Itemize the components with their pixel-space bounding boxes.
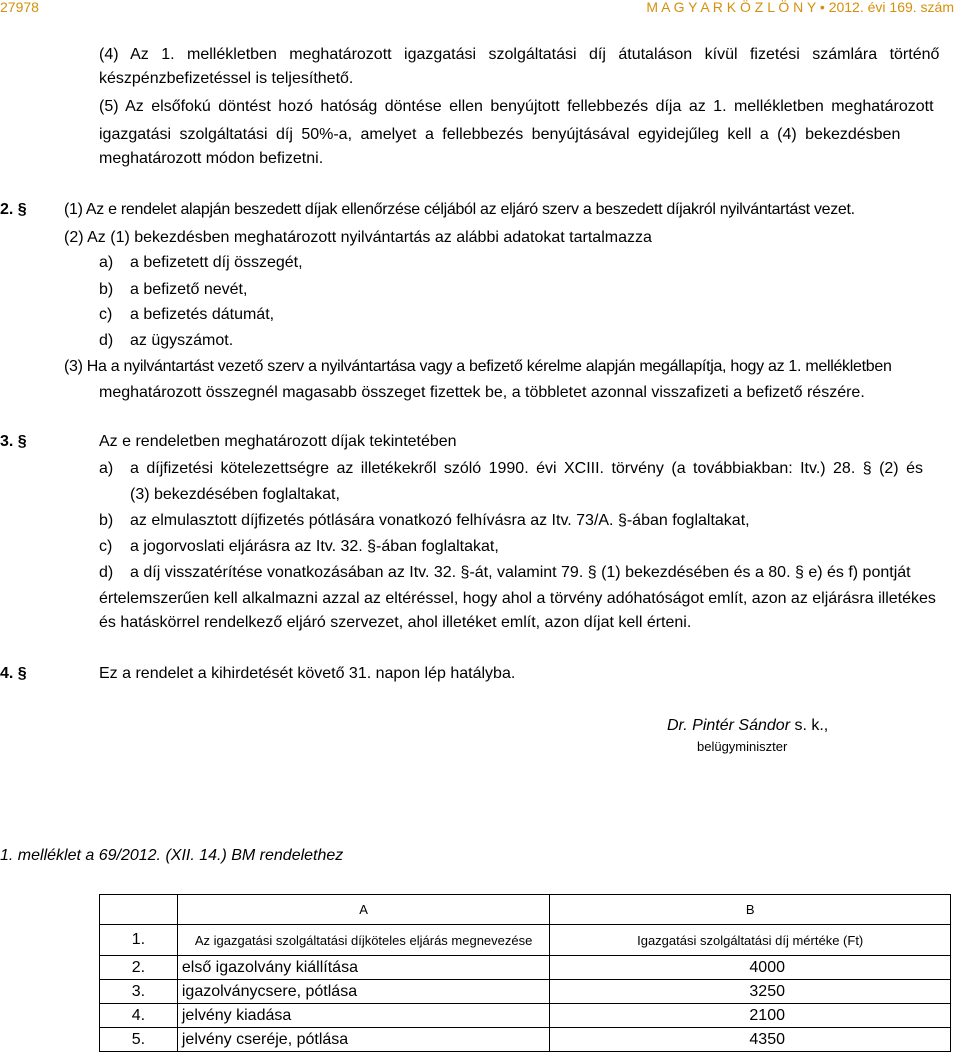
- paragraph-5-line2: igazgatási szolgáltatási díj 50%-a, amelyet a fellebbezés benyújtásával egyidejűleg kell a (4) bekezdésben: [99, 126, 901, 143]
- table-row: [100, 956, 951, 980]
- procedure-name: igazolványcsere, pótlása: [177, 980, 550, 1004]
- signatory-title: belügyminiszter: [697, 739, 788, 754]
- section-4-text: Ez a rendelet a kihirdetését követő 31. napon lép hatályba.: [99, 665, 516, 682]
- list-item-a: a) a befizetett díj összegét,: [99, 254, 303, 271]
- fee-amount: 4350: [550, 1028, 951, 1052]
- procedure-name: jelvény kiadása: [177, 1004, 550, 1028]
- row-number: 4.: [100, 1004, 178, 1028]
- section-3-tail-line2: és hatáskörrel rendelkező eljáró szervezet, ahol illetéket említ, azon díjat kell érteni.: [99, 614, 692, 631]
- fee-amount: 4000: [550, 956, 951, 980]
- section-4-number: 4. §: [0, 665, 27, 682]
- procedure-name: jelvény cseréje, pótlása: [177, 1028, 550, 1052]
- section-2-paragraph-3-line2: meghatározott összegnél magasabb összeget fizettek be, a többletet azonnal visszafizeti a befizető részére.: [99, 384, 865, 401]
- section-2-paragraph-2: (2) Az (1) bekezdésben meghatározott nyilvántartás az alábbi adatokat tartalmazza: [64, 229, 652, 246]
- list-item-d: d) az ügyszámot.: [99, 332, 234, 349]
- table-row: [100, 1004, 951, 1028]
- table-row: [100, 1028, 951, 1052]
- section-3-item-a-label: a): [99, 460, 114, 477]
- procedure-name: első igazolvány kiállítása: [177, 956, 550, 980]
- page-number: 27978: [0, 0, 39, 15]
- fee-amount: 2100: [550, 1004, 951, 1028]
- section-2-number: 2. §: [0, 201, 27, 218]
- column-header-fee: Igazgatási szolgáltatási díj mértéke (Ft): [550, 925, 951, 956]
- paragraph-5-line3: meghatározott módon befizetni.: [99, 150, 324, 167]
- paragraph-4-line2: készpénzbefizetéssel is teljesíthető.: [99, 70, 354, 87]
- journal-name: M A G Y A R K Ö Z L Ö N Y: [646, 0, 817, 15]
- signatory-name: Dr. Pintér Sándor: [667, 717, 791, 734]
- section-3-item-b-label: b): [99, 512, 114, 529]
- table-header-row: [100, 925, 951, 956]
- column-letter-row: [100, 895, 951, 925]
- column-letter-a: A: [177, 895, 550, 925]
- paragraph-5-line1: (5) Az elsőfokú döntést hozó hatóság döntése ellen benyújtott fellebbezés díja az 1. mellékletben meghatározott: [99, 98, 934, 115]
- table-cell-empty: [100, 895, 178, 925]
- row-number: 3.: [100, 980, 178, 1004]
- row-number: 1.: [100, 925, 178, 956]
- section-3-item-a-line1: a díjfizetési kötelezettségre az illetékekről szóló 1990. évi XCIII. törvény (a továbbiakban: Itv.) 28. § (2) és: [130, 460, 923, 477]
- row-number: 2.: [100, 956, 178, 980]
- section-3-item-a-line2: (3) bekezdésében foglaltakat,: [130, 486, 340, 503]
- section-3-number: 3. §: [0, 433, 27, 450]
- section-3-item-c-label: c): [99, 538, 113, 555]
- list-item-b: b) a befizető nevét,: [99, 281, 248, 298]
- list-item-c: c) a befizetés dátumát,: [99, 306, 275, 323]
- signature-suffix: s. k.,: [790, 717, 829, 734]
- table-row: [100, 980, 951, 1004]
- section-3-item-c: a jogorvoslati eljárásra az Itv. 32. §-ában foglaltakat,: [130, 538, 499, 555]
- annex-title: 1. melléklet a 69/2012. (XII. 14.) BM rendelethez: [0, 847, 344, 864]
- fee-table: [99, 894, 951, 1052]
- row-number: 5.: [100, 1028, 178, 1052]
- journal-header: [646, 0, 954, 15]
- section-3-item-b: az elmulasztott díjfizetés pótlására vonatkozó felhívásra az Itv. 73/A. §-ában foglaltakat,: [130, 512, 750, 529]
- section-3-tail-line1: értelemszerűen kell alkalmazni azzal az eltéréssel, hogy ahol a törvény adóhatóságot említ, azon az eljárásra illetékes: [99, 590, 936, 607]
- issue-number: 2012. évi 169. szám: [828, 0, 954, 15]
- paragraph-4-line1: (4) Az 1. mellékletben meghatározott igazgatási szolgáltatási díj átutaláson kívül fizetési számlára történő: [99, 46, 940, 63]
- section-2-paragraph-1: (1) Az e rendelet alapján beszedett díjak ellenőrzése céljából az eljáró szerv a beszedett díjakról nyilvántartást vezet.: [64, 201, 855, 218]
- bullet: •: [819, 0, 825, 15]
- section-2-paragraph-3-line1: (3) Ha a nyilvántartást vezető szerv a nyilvántartása vagy a befizető kérelme alapján megállapítja, hogy az 1. mellékletben: [64, 358, 892, 375]
- column-header-procedure: Az igazgatási szolgáltatási díjköteles eljárás megnevezése: [177, 925, 550, 956]
- signature-line: [667, 714, 828, 738]
- section-3-item-d-label: d): [99, 564, 114, 581]
- column-letter-b: B: [550, 895, 951, 925]
- section-3-item-d: a díj visszatérítése vonatkozásában az Itv. 32. §-át, valamint 79. § (1) bekezdésében és a 80. § e) és f) pontját: [130, 564, 911, 581]
- section-3-intro: Az e rendeletben meghatározott díjak tekintetében: [99, 433, 457, 450]
- fee-amount: 3250: [550, 980, 951, 1004]
